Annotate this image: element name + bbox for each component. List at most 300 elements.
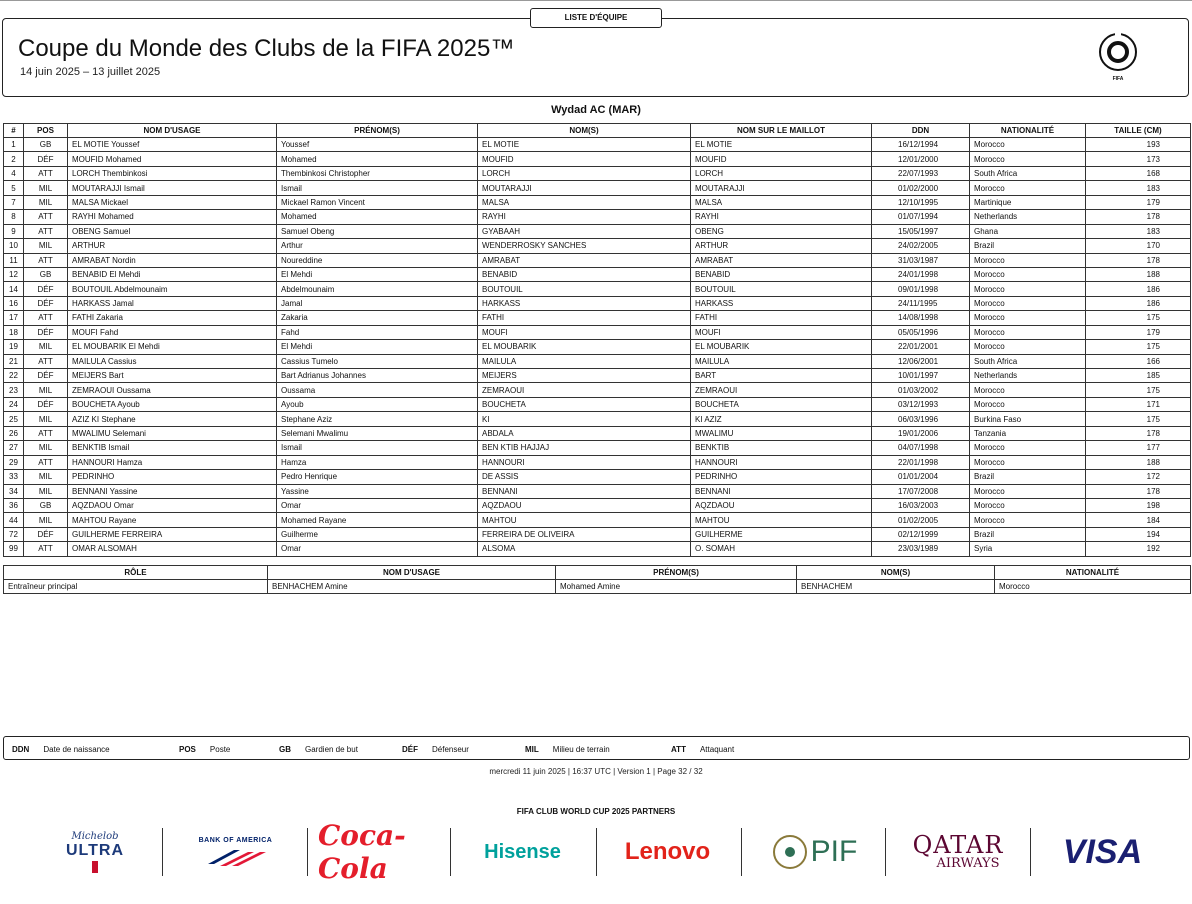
player-cell: ZEMRAOUI Oussama xyxy=(68,383,277,397)
coca-cola-logo: Coca-Cola xyxy=(318,819,406,885)
player-cell: Omar xyxy=(277,542,478,556)
player-cell: Morocco xyxy=(970,152,1086,166)
player-cell: BENKTIB Ismail xyxy=(68,441,277,455)
player-cell: 178 xyxy=(1086,210,1191,224)
player-cell: 179 xyxy=(1086,325,1191,339)
player-cell: BENKTIB xyxy=(691,441,872,455)
player-cell: Morocco xyxy=(970,253,1086,267)
player-cell: Fahd xyxy=(277,325,478,339)
player-cell: 178 xyxy=(1086,426,1191,440)
player-cell: ATT xyxy=(24,455,68,469)
player-cell: Pedro Henrique xyxy=(277,470,478,484)
player-cell: DÉF xyxy=(24,296,68,310)
player-cell: ATT xyxy=(24,311,68,325)
sponsor-divider xyxy=(741,828,742,876)
player-cell: 198 xyxy=(1086,498,1191,512)
player-cell: 10 xyxy=(4,239,24,253)
legend-item-gb: GB Gardien de but xyxy=(279,745,358,754)
player-row xyxy=(4,152,1191,166)
player-cell: 24 xyxy=(4,397,24,411)
player-cell: MOUFI xyxy=(691,325,872,339)
player-cell: ATT xyxy=(24,210,68,224)
player-cell: Tanzania xyxy=(970,426,1086,440)
player-cell: 2 xyxy=(4,152,24,166)
pif-name: PIF xyxy=(810,835,858,868)
player-cell: MALSA xyxy=(691,195,872,209)
player-cell: DÉF xyxy=(24,325,68,339)
players-column-header: DDN xyxy=(872,124,970,138)
player-row xyxy=(4,441,1191,455)
player-cell: ARTHUR xyxy=(68,239,277,253)
player-cell: Morocco xyxy=(970,484,1086,498)
legend-item-ddn: DDN Date de naissance xyxy=(12,745,110,754)
player-cell: MIL xyxy=(24,181,68,195)
player-cell: 23 xyxy=(4,383,24,397)
player-cell: MALSA xyxy=(478,195,691,209)
player-cell: Morocco xyxy=(970,498,1086,512)
player-cell: 1 xyxy=(4,138,24,152)
player-cell: Jamal xyxy=(277,296,478,310)
player-cell: GB xyxy=(24,138,68,152)
players-column-header: # xyxy=(4,124,24,138)
player-cell: MOUTARAJJI xyxy=(691,181,872,195)
player-cell: Guilherme xyxy=(277,527,478,541)
player-cell: HARKASS xyxy=(478,296,691,310)
player-cell: ZEMRAOUI xyxy=(691,383,872,397)
player-cell: ATT xyxy=(24,354,68,368)
player-cell: 188 xyxy=(1086,455,1191,469)
player-row xyxy=(4,224,1191,238)
player-cell: MIL xyxy=(24,441,68,455)
michelob-ultra-logo xyxy=(40,826,150,878)
player-row xyxy=(4,181,1191,195)
player-cell: Stephane Aziz xyxy=(277,412,478,426)
player-cell: OMAR ALSOMAH xyxy=(68,542,277,556)
player-cell: 183 xyxy=(1086,224,1191,238)
player-cell: ZEMRAOUI xyxy=(478,383,691,397)
player-cell: 36 xyxy=(4,498,24,512)
sponsor-divider xyxy=(885,828,886,876)
player-cell: BENABID xyxy=(691,267,872,281)
player-cell: 31/03/1987 xyxy=(872,253,970,267)
player-cell: EL MOTIE Youssef xyxy=(68,138,277,152)
player-cell: 22 xyxy=(4,369,24,383)
player-cell: WENDERROSKY SANCHES xyxy=(478,239,691,253)
player-cell: PEDRINHO xyxy=(68,470,277,484)
player-row xyxy=(4,138,1191,152)
club-world-cup-logo xyxy=(1090,30,1146,86)
player-cell: 188 xyxy=(1086,267,1191,281)
player-cell: 175 xyxy=(1086,311,1191,325)
staff-column-header: RÔLE xyxy=(4,566,268,580)
player-cell: Ismail xyxy=(277,441,478,455)
player-cell: BOUTOUIL xyxy=(691,282,872,296)
player-cell: 14 xyxy=(4,282,24,296)
player-cell: Mohamed xyxy=(277,152,478,166)
footer-meta: mercredi 11 juin 2025 | 16:37 UTC | Version 1 | Page 32 / 32 xyxy=(489,767,703,776)
player-row xyxy=(4,325,1191,339)
michelob-name: ULTRA xyxy=(65,842,125,859)
player-row xyxy=(4,527,1191,541)
player-cell: 01/01/2004 xyxy=(872,470,970,484)
player-cell: 184 xyxy=(1086,513,1191,527)
player-cell: AZIZ KI Stephane xyxy=(68,412,277,426)
player-cell: Ayoub xyxy=(277,397,478,411)
player-cell: ALSOMA xyxy=(478,542,691,556)
player-cell: 26 xyxy=(4,426,24,440)
player-cell: DÉF xyxy=(24,397,68,411)
player-cell: 8 xyxy=(4,210,24,224)
player-cell: DÉF xyxy=(24,282,68,296)
players-column-header: PRÉNOM(S) xyxy=(277,124,478,138)
staff-cell: Morocco xyxy=(995,580,1191,594)
player-row xyxy=(4,369,1191,383)
player-cell: Morocco xyxy=(970,282,1086,296)
player-cell: 9 xyxy=(4,224,24,238)
boa-name: BANK OF AMERICA xyxy=(198,836,273,844)
lenovo-logo: Lenovo xyxy=(624,838,711,865)
player-cell: Morocco xyxy=(970,267,1086,281)
michelob-script: Michelob xyxy=(71,831,119,842)
player-cell: 175 xyxy=(1086,340,1191,354)
players-column-header: POS xyxy=(24,124,68,138)
staff-column-header: NOM D'USAGE xyxy=(268,566,556,580)
player-cell: Morocco xyxy=(970,441,1086,455)
player-cell: BOUTOUIL xyxy=(478,282,691,296)
player-cell: FATHI xyxy=(691,311,872,325)
player-row xyxy=(4,498,1191,512)
staff-column-header: NATIONALITÉ xyxy=(995,566,1191,580)
player-cell: Brazil xyxy=(970,470,1086,484)
player-cell: 12/10/1995 xyxy=(872,195,970,209)
player-cell: GUILHERME FERREIRA xyxy=(68,527,277,541)
player-cell: 183 xyxy=(1086,181,1191,195)
player-cell: MOUFI Fahd xyxy=(68,325,277,339)
staff-table xyxy=(3,565,1191,594)
player-cell: Morocco xyxy=(970,455,1086,469)
player-row xyxy=(4,166,1191,180)
staff-cell: BENHACHEM Amine xyxy=(268,580,556,594)
player-cell: AMRABAT Nordin xyxy=(68,253,277,267)
player-cell: 12 xyxy=(4,267,24,281)
player-cell: Netherlands xyxy=(970,369,1086,383)
player-cell: 06/03/1996 xyxy=(872,412,970,426)
player-cell: MOUFI xyxy=(478,325,691,339)
player-row xyxy=(4,397,1191,411)
player-cell: Morocco xyxy=(970,397,1086,411)
player-cell: AQZDAOU Omar xyxy=(68,498,277,512)
document-type-tag: LISTE D'ÉQUIPE xyxy=(530,8,662,28)
bank-of-america-logo xyxy=(178,826,293,878)
player-cell: 11 xyxy=(4,253,24,267)
player-cell: 01/02/2000 xyxy=(872,181,970,195)
player-cell: DÉF xyxy=(24,527,68,541)
player-cell: Burkina Faso xyxy=(970,412,1086,426)
trophy-icon xyxy=(1090,30,1146,76)
player-cell: MIL xyxy=(24,340,68,354)
staff-cell: Entraîneur principal xyxy=(4,580,268,594)
player-cell: 22/07/1993 xyxy=(872,166,970,180)
player-cell: Oussama xyxy=(277,383,478,397)
player-cell: 09/01/1998 xyxy=(872,282,970,296)
player-cell: ATT xyxy=(24,166,68,180)
staff-header-row xyxy=(4,566,1191,580)
player-cell: BOUCHETA Ayoub xyxy=(68,397,277,411)
top-rule xyxy=(0,0,1192,1)
player-cell: ATT xyxy=(24,224,68,238)
player-cell: MIL xyxy=(24,513,68,527)
players-column-header: TAILLE (CM) xyxy=(1086,124,1191,138)
player-cell: 22/01/2001 xyxy=(872,340,970,354)
players-column-header: NOM D'USAGE xyxy=(68,124,277,138)
player-cell: HANNOURI xyxy=(478,455,691,469)
player-cell: Brazil xyxy=(970,527,1086,541)
player-cell: Mohamed xyxy=(277,210,478,224)
player-cell: 16/03/2003 xyxy=(872,498,970,512)
pif-logo xyxy=(755,826,875,878)
player-cell: 12/01/2000 xyxy=(872,152,970,166)
player-cell: O. SOMAH xyxy=(691,542,872,556)
player-cell: 18 xyxy=(4,325,24,339)
player-cell: HANNOURI Hamza xyxy=(68,455,277,469)
players-column-header: NOM SUR LE MAILLOT xyxy=(691,124,872,138)
staff-column-header: PRÉNOM(S) xyxy=(556,566,797,580)
legend-item-pos: POS Poste xyxy=(179,745,231,754)
fifa-wordmark: FIFA xyxy=(1112,76,1124,82)
player-cell: MIL xyxy=(24,484,68,498)
qatar-sub: AIRWAYS xyxy=(936,856,1000,871)
player-cell: 01/07/1994 xyxy=(872,210,970,224)
player-cell: MWALIMU xyxy=(691,426,872,440)
player-cell: Yassine xyxy=(277,484,478,498)
player-cell: FERREIRA DE OLIVEIRA xyxy=(478,527,691,541)
player-cell: BEN KTIB HAJJAJ xyxy=(478,441,691,455)
player-cell: HARKASS Jamal xyxy=(68,296,277,310)
player-cell: Omar xyxy=(277,498,478,512)
player-cell: DE ASSIS xyxy=(478,470,691,484)
sponsor-divider xyxy=(596,828,597,876)
player-cell: FATHI xyxy=(478,311,691,325)
player-cell: 16 xyxy=(4,296,24,310)
player-cell: 172 xyxy=(1086,470,1191,484)
player-cell: Morocco xyxy=(970,138,1086,152)
player-row xyxy=(4,195,1191,209)
player-cell: Abdelmounaim xyxy=(277,282,478,296)
player-row xyxy=(4,513,1191,527)
player-row xyxy=(4,455,1191,469)
player-cell: MWALIMU Selemani xyxy=(68,426,277,440)
player-cell: Youssef xyxy=(277,138,478,152)
player-cell: BOUTOUIL Abdelmounaim xyxy=(68,282,277,296)
player-cell: 193 xyxy=(1086,138,1191,152)
staff-column-header: NOM(S) xyxy=(797,566,995,580)
player-cell: MIL xyxy=(24,383,68,397)
legend-box xyxy=(3,736,1190,760)
player-cell: GB xyxy=(24,498,68,512)
player-cell: BART xyxy=(691,369,872,383)
player-cell: El Mehdi xyxy=(277,267,478,281)
player-cell: 12/06/2001 xyxy=(872,354,970,368)
player-cell: Morocco xyxy=(970,296,1086,310)
pif-emblem-icon xyxy=(773,835,807,869)
player-row xyxy=(4,296,1191,310)
player-cell: AQZDAOU xyxy=(478,498,691,512)
player-cell: MOUFID Mohamed xyxy=(68,152,277,166)
player-cell: GB xyxy=(24,267,68,281)
player-row xyxy=(4,253,1191,267)
player-cell: MIL xyxy=(24,239,68,253)
player-cell: Selemani Mwalimu xyxy=(277,426,478,440)
player-row xyxy=(4,383,1191,397)
player-cell: 194 xyxy=(1086,527,1191,541)
player-cell: South Africa xyxy=(970,354,1086,368)
player-cell: Morocco xyxy=(970,513,1086,527)
player-cell: BENNANI xyxy=(691,484,872,498)
player-cell: 24/11/1995 xyxy=(872,296,970,310)
player-cell: 19/01/2006 xyxy=(872,426,970,440)
player-cell: HANNOURI xyxy=(691,455,872,469)
legend-item-mil: MIL Milieu de terrain xyxy=(525,745,610,754)
player-cell: LORCH xyxy=(478,166,691,180)
player-cell: EL MOUBARIK xyxy=(691,340,872,354)
player-cell: MIL xyxy=(24,412,68,426)
player-row xyxy=(4,542,1191,556)
player-cell: 17 xyxy=(4,311,24,325)
player-cell: 10/01/1997 xyxy=(872,369,970,383)
player-cell: 21 xyxy=(4,354,24,368)
sponsor-divider xyxy=(162,828,163,876)
player-cell: MOUFID xyxy=(478,152,691,166)
staff-row xyxy=(4,580,1191,594)
player-cell: BENNANI Yassine xyxy=(68,484,277,498)
player-cell: ATT xyxy=(24,542,68,556)
player-cell: 186 xyxy=(1086,282,1191,296)
player-row xyxy=(4,426,1191,440)
player-cell: Mohamed Rayane xyxy=(277,513,478,527)
player-cell: OBENG xyxy=(691,224,872,238)
player-cell: Thembinkosi Christopher xyxy=(277,166,478,180)
flag-stripes-icon xyxy=(204,844,268,868)
player-cell: El Mehdi xyxy=(277,340,478,354)
qatar-airways-logo xyxy=(898,826,1018,878)
michelob-bar-icon xyxy=(92,861,98,873)
player-cell: 02/12/1999 xyxy=(872,527,970,541)
sponsor-divider xyxy=(1030,828,1031,876)
player-cell: 17/07/2008 xyxy=(872,484,970,498)
player-cell: GUILHERME xyxy=(691,527,872,541)
player-cell: DÉF xyxy=(24,152,68,166)
player-cell: Brazil xyxy=(970,239,1086,253)
player-cell: MIL xyxy=(24,195,68,209)
player-cell: MAHTOU xyxy=(478,513,691,527)
player-cell: 05/05/1996 xyxy=(872,325,970,339)
player-cell: ABDALA xyxy=(478,426,691,440)
player-cell: MOUTARAJJI Ismail xyxy=(68,181,277,195)
player-cell: BENNANI xyxy=(478,484,691,498)
player-row xyxy=(4,239,1191,253)
player-cell: 22/01/1998 xyxy=(872,455,970,469)
player-cell: MAHTOU xyxy=(691,513,872,527)
player-cell: AQZDAOU xyxy=(691,498,872,512)
player-cell: ATT xyxy=(24,426,68,440)
player-cell: BOUCHETA xyxy=(478,397,691,411)
player-cell: MIL xyxy=(24,470,68,484)
player-cell: LORCH xyxy=(691,166,872,180)
player-cell: 168 xyxy=(1086,166,1191,180)
player-cell: EL MOUBARIK El Mehdi xyxy=(68,340,277,354)
player-cell: 33 xyxy=(4,470,24,484)
player-cell: 19 xyxy=(4,340,24,354)
player-cell: PEDRINHO xyxy=(691,470,872,484)
player-cell: LORCH Thembinkosi xyxy=(68,166,277,180)
player-cell: HARKASS xyxy=(691,296,872,310)
player-cell: 186 xyxy=(1086,296,1191,310)
player-cell: 179 xyxy=(1086,195,1191,209)
player-cell: Zakaria xyxy=(277,311,478,325)
player-cell: 170 xyxy=(1086,239,1191,253)
player-cell: 24/02/2005 xyxy=(872,239,970,253)
player-row xyxy=(4,282,1191,296)
player-cell: 177 xyxy=(1086,441,1191,455)
player-cell: EL MOTIE xyxy=(478,138,691,152)
player-cell: BENABID xyxy=(478,267,691,281)
partners-title: FIFA CLUB WORLD CUP 2025 PARTNERS xyxy=(516,807,676,816)
player-cell: 04/07/1998 xyxy=(872,441,970,455)
player-cell: Samuel Obeng xyxy=(277,224,478,238)
player-cell: AMRABAT xyxy=(691,253,872,267)
player-cell: MEIJERS Bart xyxy=(68,369,277,383)
player-cell: Arthur xyxy=(277,239,478,253)
player-cell: 34 xyxy=(4,484,24,498)
player-cell: 185 xyxy=(1086,369,1191,383)
player-cell: 15/05/1997 xyxy=(872,224,970,238)
player-cell: 99 xyxy=(4,542,24,556)
visa-logo: VISA xyxy=(1062,832,1143,871)
staff-body xyxy=(4,580,1191,594)
player-cell: 72 xyxy=(4,527,24,541)
player-cell: Ghana xyxy=(970,224,1086,238)
player-cell: MOUFID xyxy=(691,152,872,166)
player-cell: 166 xyxy=(1086,354,1191,368)
player-cell: MAILULA Cassius xyxy=(68,354,277,368)
player-cell: MAILULA xyxy=(478,354,691,368)
player-cell: 29 xyxy=(4,455,24,469)
player-cell: South Africa xyxy=(970,166,1086,180)
player-cell: KI xyxy=(478,412,691,426)
player-cell: 175 xyxy=(1086,383,1191,397)
player-cell: 171 xyxy=(1086,397,1191,411)
player-row xyxy=(4,210,1191,224)
legend-item-def: DÉF Défenseur xyxy=(402,745,469,754)
staff-cell: Mohamed Amine xyxy=(556,580,797,594)
player-row xyxy=(4,340,1191,354)
player-cell: RAYHI Mohamed xyxy=(68,210,277,224)
player-cell: 14/08/1998 xyxy=(872,311,970,325)
player-cell: OBENG Samuel xyxy=(68,224,277,238)
player-cell: 25 xyxy=(4,412,24,426)
player-cell: DÉF xyxy=(24,369,68,383)
player-cell: Morocco xyxy=(970,181,1086,195)
player-cell: MALSA Mickael xyxy=(68,195,277,209)
player-cell: 23/03/1989 xyxy=(872,542,970,556)
player-cell: Netherlands xyxy=(970,210,1086,224)
player-cell: 01/02/2005 xyxy=(872,513,970,527)
player-cell: EL MOUBARIK xyxy=(478,340,691,354)
staff-cell: BENHACHEM xyxy=(797,580,995,594)
player-cell: Syria xyxy=(970,542,1086,556)
player-cell: 03/12/1993 xyxy=(872,397,970,411)
player-cell: MEIJERS xyxy=(478,369,691,383)
